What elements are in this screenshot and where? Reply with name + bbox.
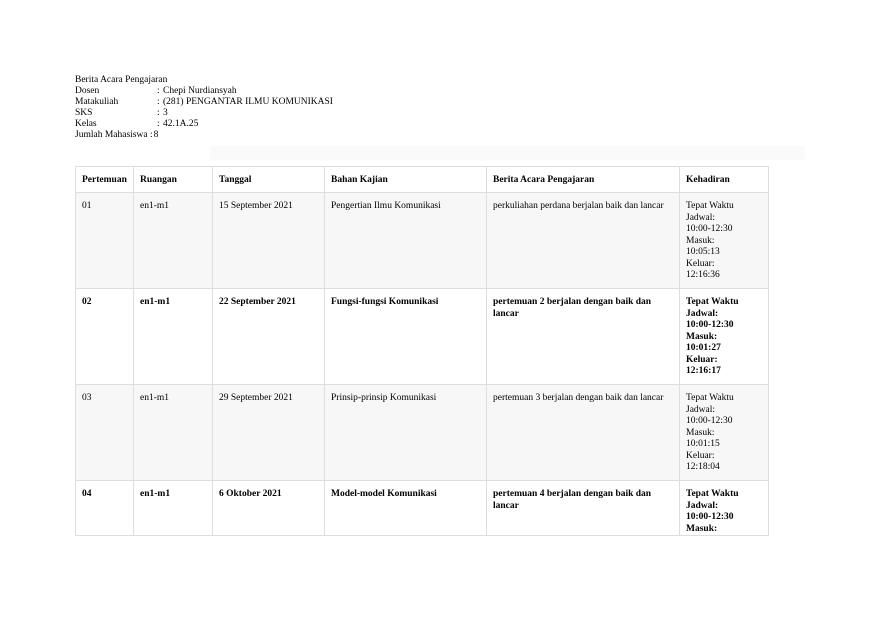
checkout-value: 12:18:04 <box>686 462 720 472</box>
cell-ruangan: en1-m1 <box>134 385 213 481</box>
cell-tanggal: 6 Oktober 2021 <box>213 481 325 536</box>
cell-berita-acara: perkuliahan perdana berjalan baik dan lancar <box>487 193 680 289</box>
schedule-label: Jadwal: <box>686 404 716 415</box>
checkin-label: Masuk: <box>686 235 715 246</box>
schedule-value: 10:00-12:30 <box>686 416 733 426</box>
checkout-label: Keluar: <box>686 450 715 461</box>
cell-kehadiran <box>680 481 769 536</box>
credits-value: 3 <box>163 108 168 118</box>
cell-pertemuan: 03 <box>76 385 134 481</box>
cell-tanggal: 29 September 2021 <box>213 385 325 481</box>
checkin-value: 10:01:15 <box>686 439 720 449</box>
cell-tanggal: 15 September 2021 <box>213 193 325 289</box>
checkout-label: Keluar: <box>686 354 718 365</box>
checkout-value: 12:16:36 <box>686 270 720 280</box>
schedule-value: 10:00-12:30 <box>686 224 733 234</box>
report-header <box>75 75 333 141</box>
attendance-status: Tepat Waktu <box>686 489 739 499</box>
cell-berita-acara: pertemuan 2 berjalan dengan baik dan lancar <box>487 289 680 385</box>
report-title: Berita Acara Pengajaran <box>75 75 168 85</box>
lecturer-label: Dosen <box>75 86 100 96</box>
col-header-ruangan: Ruangan <box>134 167 213 193</box>
cell-pertemuan: 02 <box>76 289 134 385</box>
cell-bahan-kajian: Pengertian Ilmu Komunikasi <box>325 193 487 289</box>
course-value: (281) PENGANTAR ILMU KOMUNIKASI <box>163 97 333 107</box>
cell-bahan-kajian: Model-model Komunikasi <box>325 481 487 536</box>
cell-ruangan: en1-m1 <box>134 289 213 385</box>
schedule-label: Jadwal: <box>686 500 719 511</box>
col-header-bahan-kajian: Bahan Kajian <box>325 167 487 193</box>
cell-ruangan: en1-m1 <box>134 481 213 536</box>
lecturer-value: Chepi Nurdiansyah <box>163 86 237 96</box>
checkout-value: 12:16:17 <box>686 366 721 376</box>
credits-row: SKS : 3 <box>75 108 168 118</box>
table-row <box>76 193 769 289</box>
students-row: Jumlah Mahasiswa : 8 <box>75 130 159 140</box>
attendance-status: Tepat Waktu <box>686 201 734 211</box>
table-row <box>76 289 769 385</box>
class-label: Kelas <box>75 119 97 129</box>
cell-berita-acara: pertemuan 4 berjalan dengan baik dan lancar <box>487 481 680 536</box>
attendance-table <box>75 166 769 536</box>
schedule-value: 10:00-12:30 <box>686 320 734 330</box>
cell-tanggal: 22 September 2021 <box>213 289 325 385</box>
table-header-row <box>76 167 769 193</box>
schedule-label: Jadwal: <box>686 308 719 319</box>
checkout-label: Keluar: <box>686 258 715 269</box>
credits-label: SKS <box>75 108 93 118</box>
cell-berita-acara: pertemuan 3 berjalan dengan baik dan lancar <box>487 385 680 481</box>
course-label: Matakuliah <box>75 97 119 107</box>
cell-pertemuan: 01 <box>76 193 134 289</box>
attendance-status: Tepat Waktu <box>686 297 739 307</box>
checkin-label: Masuk: <box>686 427 715 438</box>
class-row: Kelas : 42.1A.25 <box>75 119 199 129</box>
col-header-tanggal: Tanggal <box>213 167 325 193</box>
table-row <box>76 385 769 481</box>
cell-pertemuan: 04 <box>76 481 134 536</box>
cell-ruangan: en1-m1 <box>134 193 213 289</box>
col-header-pertemuan: Pertemuan <box>76 167 134 193</box>
schedule-label: Jadwal: <box>686 212 716 223</box>
checkin-label: Masuk: <box>686 331 718 342</box>
lecturer-row: Dosen : Chepi Nurdiansyah <box>75 86 237 96</box>
checkin-value: 10:05:13 <box>686 247 720 257</box>
divider-band <box>210 146 805 160</box>
cell-kehadiran <box>680 289 769 385</box>
cell-bahan-kajian: Prinsip-prinsip Komunikasi <box>325 385 487 481</box>
class-value: 42.1A.25 <box>163 119 199 129</box>
col-header-berita-acara: Berita Acara Pengajaran <box>487 167 680 193</box>
course-row: Matakuliah : (281) PENGANTAR ILMU KOMUNIKASI <box>75 97 333 107</box>
cell-bahan-kajian: Fungsi-fungsi Komunikasi <box>325 289 487 385</box>
students-value: 8 <box>153 130 159 140</box>
col-header-kehadiran: Kehadiran <box>680 167 769 193</box>
checkin-label: Masuk: <box>686 523 718 534</box>
schedule-value: 10:00-12:30 <box>686 512 734 522</box>
cell-kehadiran <box>680 385 769 481</box>
cell-kehadiran <box>680 193 769 289</box>
attendance-status: Tepat Waktu <box>686 393 734 403</box>
students-label: Jumlah Mahasiswa <box>75 130 148 140</box>
table-row <box>76 481 769 536</box>
checkin-value: 10:01:27 <box>686 343 721 353</box>
